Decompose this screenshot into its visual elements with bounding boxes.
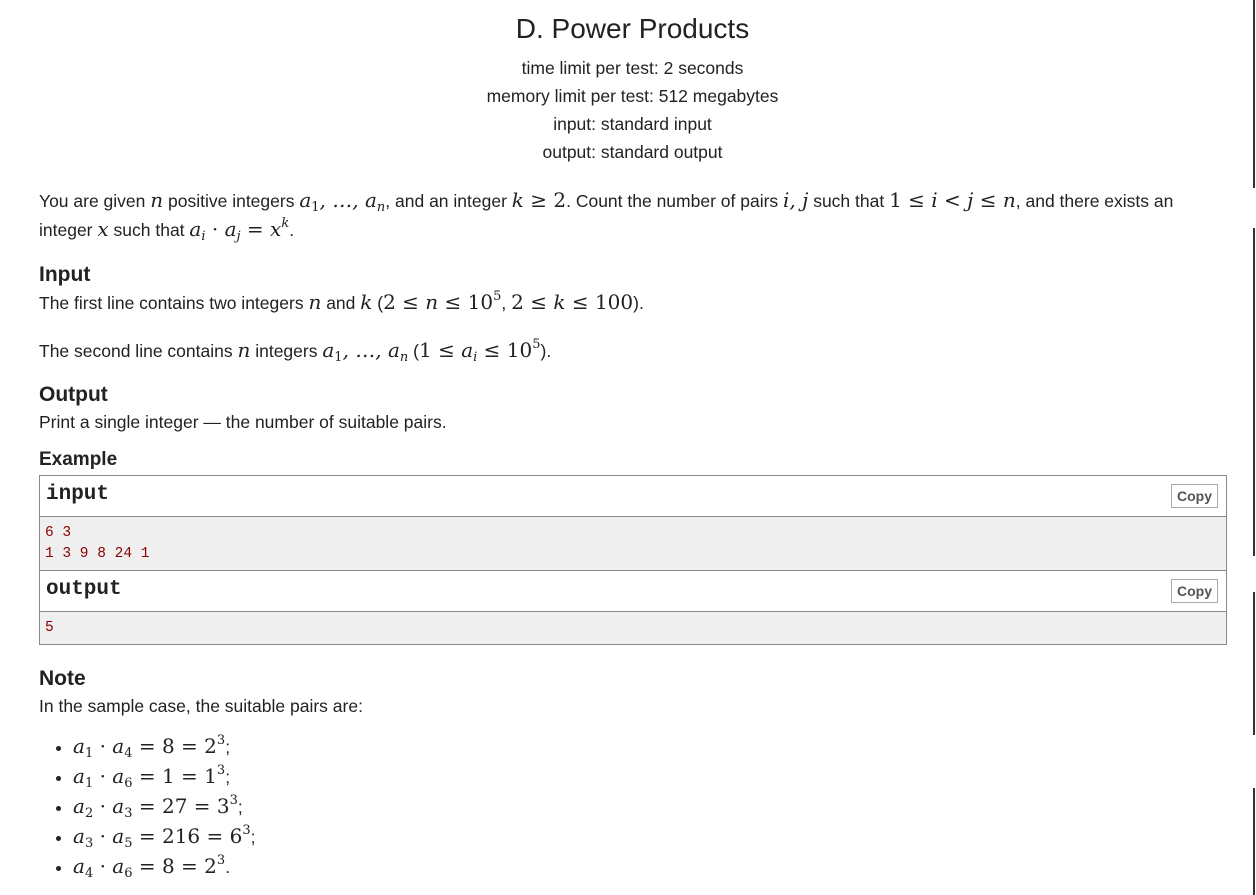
sample-input-header (40, 476, 1226, 517)
list-item: • $a_2 \cdot a_3 = 27 = 3^3$; (73, 792, 1226, 822)
list-item: • $a_3 \cdot a_5 = 216 = 6^3$; (73, 822, 1226, 852)
output-specification (39, 382, 1226, 436)
input-title: Input (39, 263, 91, 286)
input-line-2: The second line contains n integers $a_1$, …, $a_n$ $(1 \le a_i \le 10^5)$. (39, 337, 552, 365)
sample-input[interactable] (40, 517, 1226, 570)
scrollbar-segment (1253, 228, 1255, 556)
copy-input-button[interactable]: Copy (1171, 484, 1218, 508)
sample-input-label: input (46, 483, 110, 506)
example-title: Example (39, 449, 118, 470)
output-title: Output (39, 383, 108, 406)
time-limit: time limit per test: 2 seconds (521, 58, 744, 78)
output-file: output: standard output (542, 142, 723, 162)
input-line-1: The first line contains two integers n and k ($2 \le n \le 10^5$, 2 ≤ k ≤ 100). (39, 289, 644, 314)
sample-output-label: output (46, 578, 122, 601)
problem-title: D. Power Products (515, 13, 750, 44)
output-text: Print a single integer — the number of suitable pairs. (39, 412, 447, 432)
list-item: • $a_4 \cdot a_6 = 8 = 2^3$. (73, 852, 1226, 882)
copy-output-button[interactable]: Copy (1171, 579, 1218, 603)
sample-output-line: 5 (45, 620, 54, 636)
memory-limit: memory limit per test: 512 megabytes (486, 86, 779, 106)
pairs-list (39, 732, 1226, 882)
sample-output-header (40, 570, 1226, 612)
list-item: • $a_1 \cdot a_6 = 1 = 1^3$; (73, 762, 1226, 792)
sample-output[interactable] (40, 612, 1226, 644)
sample-input-line: 6 3 (45, 525, 72, 541)
problem-limits (39, 54, 1226, 166)
note-title: Note (39, 667, 86, 690)
legend-text: You are given n positive integers $a_1$, …, $a_n$, and an integer k ≥ 2. Count the number of pairs i, j such that 1 ≤ i < j ≤ n, and there exists an integer x such that $a_i \cdot a_j = x^k$. (39, 188, 1174, 244)
scrollbar-segment (1253, 592, 1255, 735)
scrollbar-segment (1253, 788, 1255, 895)
list-item: • $a_1 \cdot a_4 = 8 = 2^3$; (73, 732, 1226, 762)
scrollbar-segment (1253, 0, 1255, 188)
problem-statement (39, 0, 1226, 882)
input-specification (39, 262, 1226, 365)
sample-test (39, 475, 1227, 645)
sample-input-line: 1 3 9 8 24 1 (45, 546, 150, 562)
note-text: In the sample case, the suitable pairs are: (39, 696, 363, 716)
note-section (39, 666, 1226, 882)
input-file: input: standard input (553, 114, 712, 134)
